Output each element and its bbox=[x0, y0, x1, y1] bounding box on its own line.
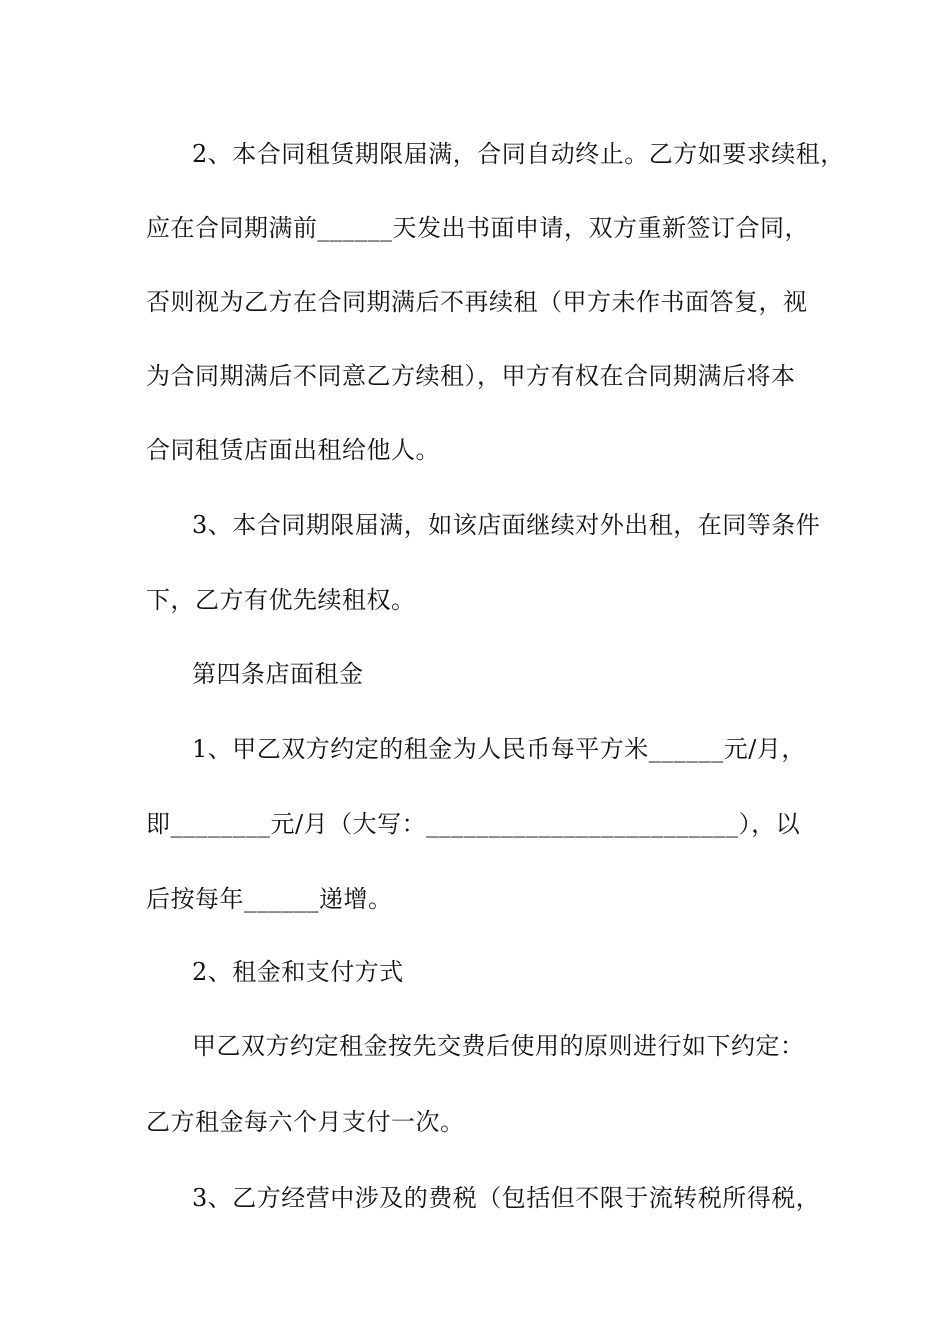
paragraph-line-3: 否则视为乙方在合同期满后不再续租（甲方未作书面答复，视 bbox=[146, 288, 808, 316]
paragraph-line-4: 为合同期满后不同意乙方续租），甲方有权在合同期满后将本 bbox=[146, 362, 796, 390]
paragraph-line-2: 应在合同期满前______天发出书面申请，双方重新签订合同， bbox=[146, 214, 809, 242]
paragraph-line-1: 2、本合同租赁期限届满，合同自动终止。乙方如要求续租， bbox=[192, 140, 845, 168]
paragraph-line-11: 后按每年______递增。 bbox=[146, 885, 393, 913]
section-heading: 第四条店面租金 bbox=[192, 660, 364, 688]
subsection-heading: 2、租金和支付方式 bbox=[192, 958, 404, 986]
paragraph-line-6: 3、本合同期限届满，如该店面继续对外出租，在同等条件 bbox=[192, 511, 821, 539]
paragraph-line-14: 乙方租金每六个月支付一次。 bbox=[146, 1108, 465, 1136]
paragraph-line-9: 1、甲乙双方约定的租金为人民币每平方米______元/月， bbox=[192, 735, 806, 763]
paragraph-line-10: 即________元/月（大写：_________________________），以 bbox=[146, 810, 801, 838]
paragraph-line-13: 甲乙双方约定租金按先交费后使用的原则进行如下约定： bbox=[192, 1032, 805, 1060]
paragraph-line-7: 下，乙方有优先续租权。 bbox=[146, 586, 416, 614]
paragraph-line-5: 合同租赁店面出租给他人。 bbox=[146, 436, 440, 464]
paragraph-line-15: 3、乙方经营中涉及的费税（包括但不限于流转税所得税， bbox=[192, 1184, 821, 1212]
